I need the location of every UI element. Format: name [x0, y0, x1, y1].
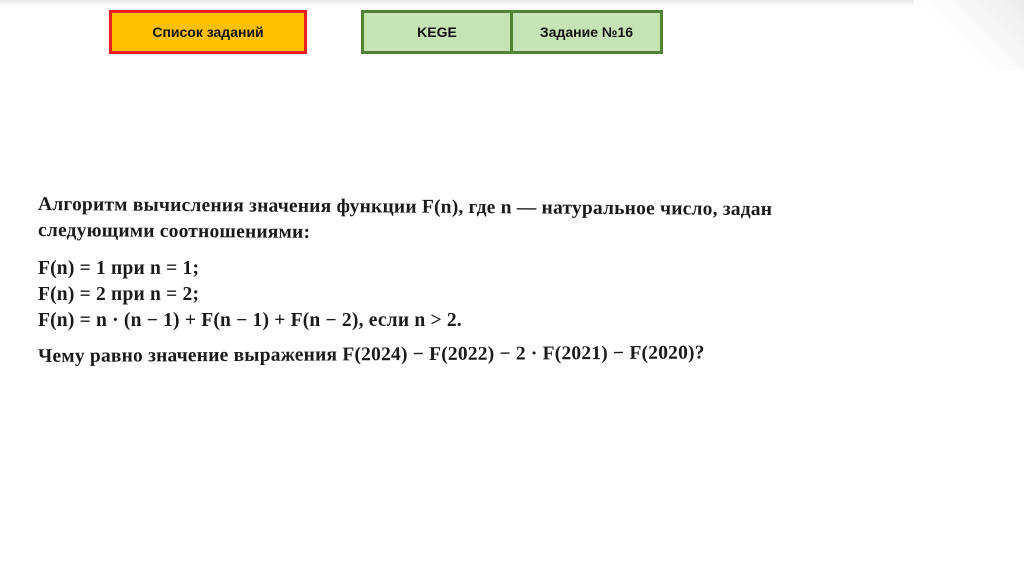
problem-intro [38, 186, 998, 246]
task-list-button-label: Список заданий [152, 24, 264, 40]
problem-line-1: Алгоритм вычисления значения функции F(n), где n — натуральное число, задан [38, 194, 773, 221]
rule-recursive: F(n) = n · (n − 1) + F(n − 1) + F(n − 2), если n > 2. [38, 310, 462, 331]
problem-question: Чему равно значение выражения F(2024) − F(2022) − 2 · F(2021) − F(2020)? [37, 342, 705, 367]
slide-top-edge [0, 0, 1024, 6]
task-16-button-label: Задание №16 [539, 24, 634, 40]
slide-corner-shading [914, 0, 1024, 70]
task-list-button[interactable] [109, 10, 307, 54]
rule-n-equals-1: F(n) = 1 при n = 1; [38, 258, 200, 279]
rule-n-equals-2: F(n) = 2 при n = 2; [38, 284, 200, 305]
kege-button[interactable] [361, 10, 513, 54]
task-16-button[interactable] [510, 10, 663, 54]
problem-line-2: следующими соотношениями: [38, 220, 311, 243]
kege-button-label: KEGE [417, 24, 457, 40]
